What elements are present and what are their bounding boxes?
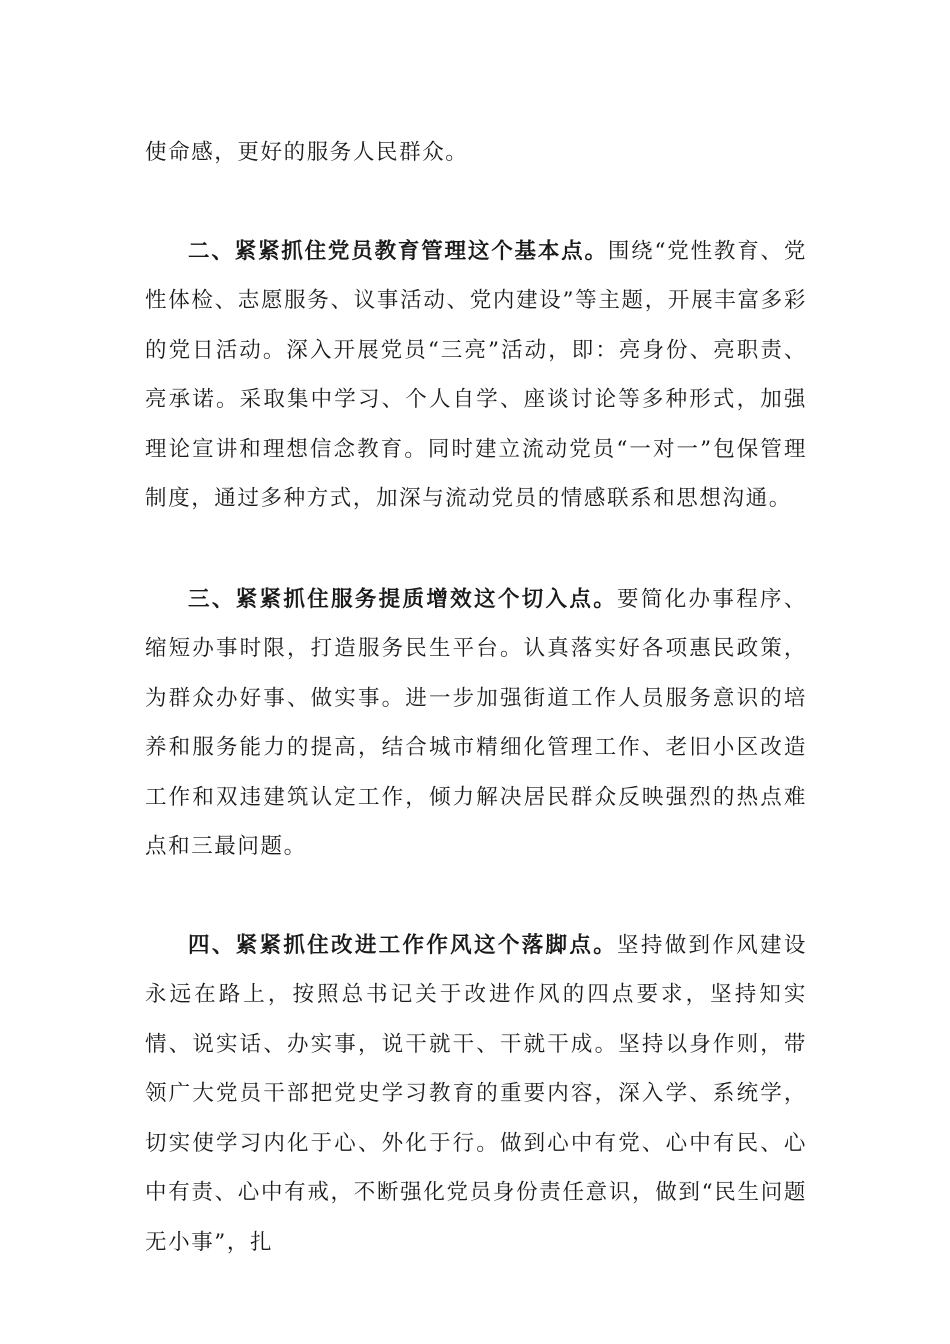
paragraph-body: 使命感，更好的服务人民群众。 [145,140,469,165]
paragraph-continuation [145,128,807,178]
paragraph-spacer [145,872,807,921]
paragraph-section-4 [145,921,807,1268]
document-page [145,128,807,1267]
paragraph-body: 要简化办事程序、缩短办事时限，打造服务民生平台。认真落实好各项惠民政策，为群众办好事、做实事。进一步加强街道工作人员服务意识的培养和服务能力的提高，结合城市精细化管理工作、老旧小区改造工作和双违建筑认定工作，倾力解决居民群众反映强烈的热点难点和三最问题。 [145,586,807,859]
section-heading: 二、紧紧抓住党员教育管理这个基本点。 [188,238,608,264]
paragraph-section-2 [145,227,807,524]
section-heading: 四、紧紧抓住改进工作作风这个落脚点。 [188,932,618,958]
paragraph-section-3 [145,575,807,872]
paragraph-body: 围绕“党性教育、党性体检、志愿服务、议事活动、党内建设”等主题，开展丰富多彩的党日活动。深入开展党员“三亮”活动，即：亮身份、亮职责、亮承诺。采取集中学习、个人自学、座谈讨论等多种形式，加强理论宣讲和理想信念教育。同时建立流动党员“一对一”包保管理制度，通过多种方式，加深与流动党员的情感联系和思想沟通。 [145,238,807,511]
paragraph-spacer [145,178,807,227]
paragraph-spacer [145,524,807,575]
paragraph-body: 坚持做到作风建设永远在路上，按照总书记关于改进作风的四点要求，坚持知实情、说实话、办实事，说干就干、干就干成。坚持以身作则，带领广大党员干部把党史学习教育的重要内容，深入学、系统学，切实使学习内化于心、外化于行。做到心中有党、心中有民、心中有责、心中有戒，不断强化党员身份责任意识，做到“民生问题无小事”，扎 [145,932,807,1255]
section-heading: 三、紧紧抓住服务提质增效这个切入点。 [188,586,618,612]
